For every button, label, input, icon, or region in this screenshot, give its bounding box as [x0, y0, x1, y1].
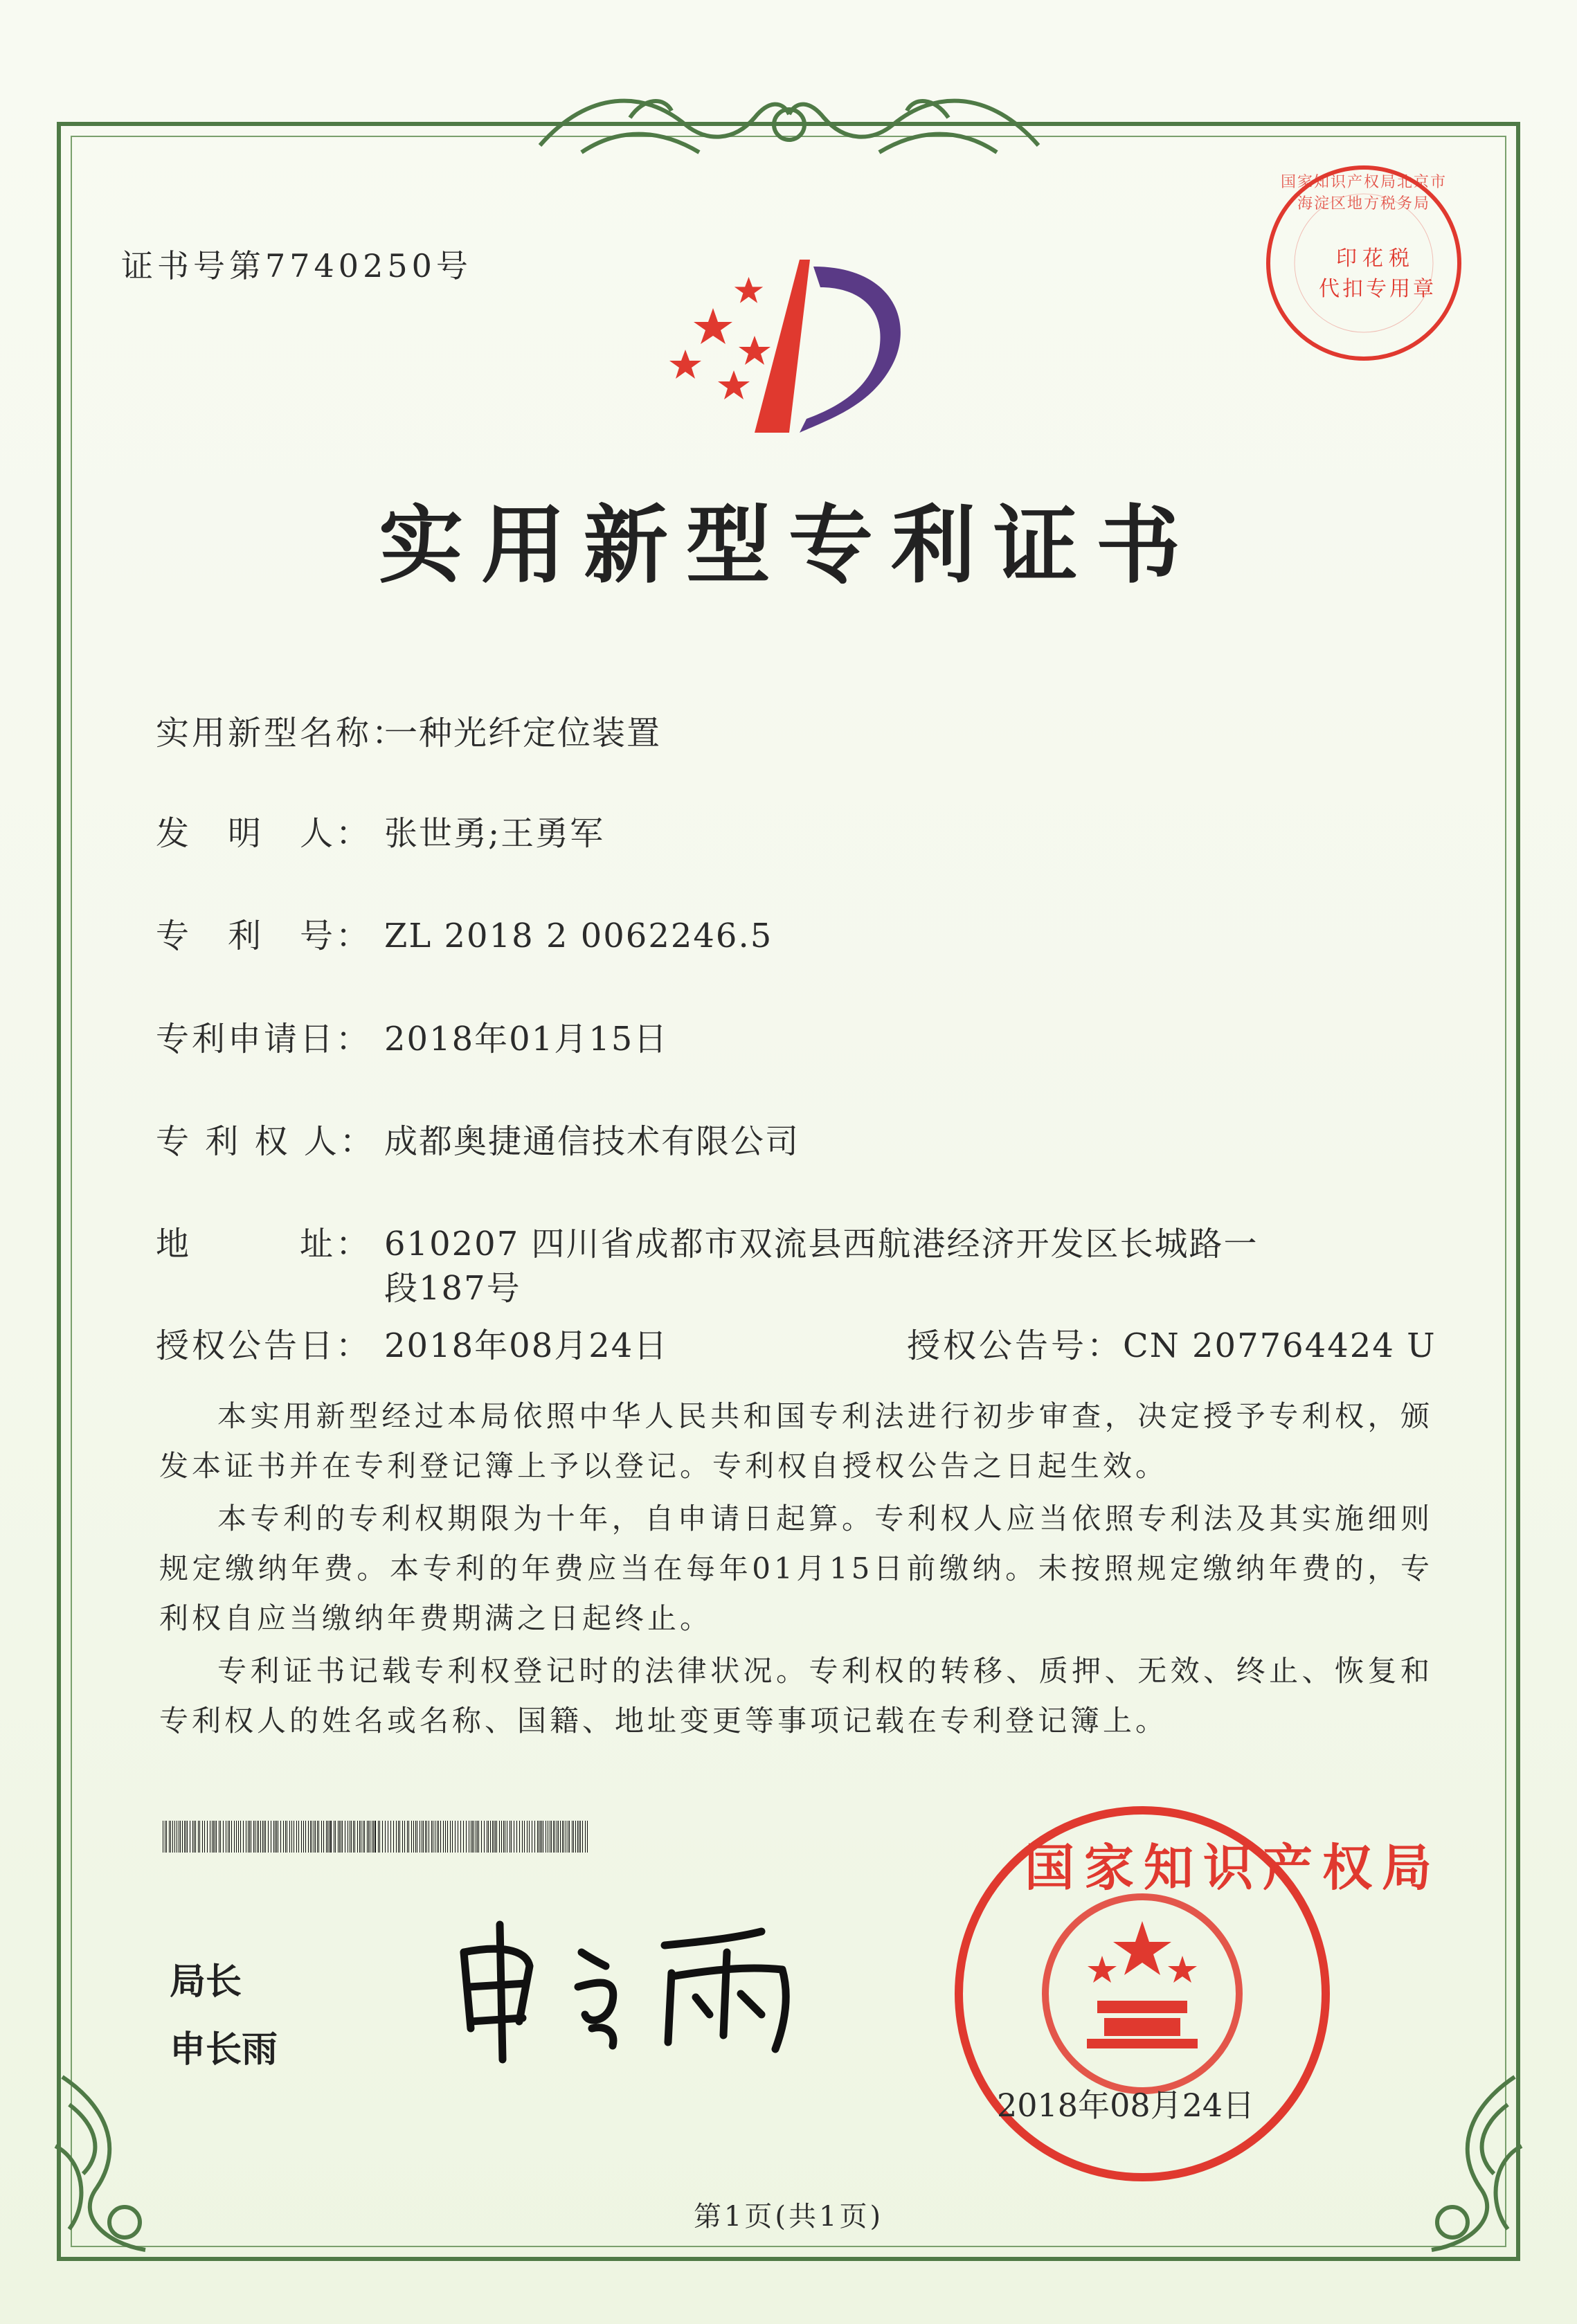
- barcode-bar: [305, 1821, 306, 1853]
- barcode-bar: [516, 1821, 517, 1853]
- barcode-bar: [342, 1821, 343, 1853]
- barcode-bar: [404, 1821, 405, 1853]
- barcode-bar: [317, 1821, 318, 1853]
- barcode-bar: [240, 1821, 241, 1853]
- barcode-bar: [572, 1821, 573, 1853]
- barcode-bar: [174, 1821, 175, 1853]
- barcode-bar: [253, 1821, 254, 1853]
- barcode-bar: [169, 1821, 170, 1853]
- field-grant-number: [907, 1319, 1436, 1367]
- barcode-bar: [450, 1821, 451, 1853]
- barcode-bar: [527, 1821, 528, 1853]
- barcode-bar: [229, 1821, 230, 1853]
- barcode-bar: [204, 1821, 205, 1853]
- paragraph-3: 专利证书记载专利权登记时的法律状况。专利权的转移、质押、无效、终止、恢复和专利权人的姓名或名称、国籍、地址变更等事项记载在专利登记簿上。: [159, 1654, 1433, 1738]
- barcode-bar: [477, 1821, 478, 1853]
- label-patent-number: 专 利 号：: [156, 917, 372, 955]
- certificate-title: 实用新型专利证书: [379, 495, 1198, 595]
- barcode-bar: [326, 1821, 327, 1853]
- barcode-bar: [262, 1821, 263, 1853]
- barcode-bar: [323, 1821, 324, 1853]
- barcode-bar: [580, 1821, 581, 1853]
- barcode-bar: [257, 1821, 258, 1853]
- cnipa-logo-icon: [665, 246, 921, 447]
- barcode-bar: [199, 1821, 200, 1853]
- barcode-bar: [452, 1821, 453, 1853]
- barcode-bar: [423, 1821, 424, 1853]
- barcode-bar: [166, 1821, 167, 1853]
- page-footer: 第1页(共1页): [693, 2201, 884, 2233]
- barcode-bar: [354, 1821, 355, 1853]
- barcode-bar: [359, 1821, 360, 1853]
- label-inventor: 发 明 人：: [156, 814, 372, 853]
- field-inventor: [156, 807, 604, 854]
- bottom-left-ornament-icon: [42, 2063, 180, 2271]
- barcode-bar: [540, 1821, 541, 1853]
- barcode-bar: [408, 1821, 409, 1853]
- barcode-bar: [488, 1821, 489, 1853]
- barcode-bar: [501, 1821, 502, 1853]
- barcode-bar: [296, 1821, 297, 1853]
- barcode-bar: [364, 1821, 365, 1853]
- barcode-bar: [426, 1821, 427, 1853]
- barcode-bar: [234, 1821, 235, 1853]
- barcode-bar: [375, 1821, 376, 1853]
- barcode-bar: [519, 1821, 520, 1853]
- barcode-bar: [194, 1821, 195, 1853]
- value-patent-number: ZL 2018 2 0062246.5: [384, 917, 773, 955]
- barcode-bar: [258, 1821, 259, 1853]
- barcode-bar: [415, 1821, 416, 1853]
- barcode-bar: [275, 1821, 276, 1853]
- signature-icon: [436, 1911, 824, 2070]
- barcode-bar: [551, 1821, 552, 1853]
- barcode-bar: [182, 1821, 183, 1853]
- barcode-bar: [357, 1821, 358, 1853]
- barcode-bar: [558, 1821, 559, 1853]
- barcode-bar: [172, 1821, 173, 1853]
- value-grant-number: CN 207764424 U: [1123, 1326, 1436, 1365]
- barcode-bar: [298, 1821, 299, 1853]
- barcode-bar: [308, 1821, 309, 1853]
- barcode-bar: [492, 1821, 493, 1853]
- barcode-bar: [318, 1821, 319, 1853]
- barcode-bar: [289, 1821, 290, 1853]
- barcode-bar: [455, 1821, 456, 1853]
- barcode-bar: [339, 1821, 340, 1853]
- paragraph-1: 本实用新型经过本局依照中华人民共和国专利法进行初步审查，决定授予专利权，颁发本证书并在专利登记簿上予以登记。专利权自授权公告之日起生效。: [159, 1399, 1433, 1483]
- barcode-bar: [522, 1821, 523, 1853]
- barcode-bar: [353, 1821, 354, 1853]
- barcode-bar: [393, 1821, 394, 1853]
- barcode-bar: [249, 1821, 250, 1853]
- barcode-bar: [478, 1821, 479, 1853]
- barcode-bar: [379, 1821, 380, 1853]
- barcode-bar: [411, 1821, 412, 1853]
- barcode-bar: [541, 1821, 542, 1853]
- barcode-bar: [338, 1821, 339, 1853]
- barcode-bar: [490, 1821, 491, 1853]
- barcode-bar: [582, 1821, 583, 1853]
- barcode-bar: [385, 1821, 386, 1853]
- barcode-bar: [511, 1821, 512, 1853]
- barcode-bar: [327, 1821, 328, 1853]
- barcode-bar: [212, 1821, 213, 1853]
- barcode-bar: [283, 1821, 284, 1853]
- field-application-date: [156, 1012, 668, 1060]
- barcode-bar: [315, 1821, 316, 1853]
- barcode-bar: [195, 1821, 196, 1853]
- tax-seal-ring-text: 国家知识产权局北京市海淀区地方税务局: [1281, 174, 1448, 213]
- barcode-bar: [285, 1821, 286, 1853]
- barcode-bar: [396, 1821, 397, 1853]
- seal-date: 2018年08月24日: [997, 2087, 1255, 2124]
- barcode-bar: [503, 1821, 504, 1853]
- barcode-bar: [463, 1821, 464, 1853]
- label-grant-number: 授权公告号：: [907, 1326, 1124, 1365]
- barcode-bar: [460, 1821, 461, 1853]
- barcode-bar: [184, 1821, 185, 1853]
- barcode-bar: [192, 1821, 193, 1853]
- barcode-bar: [265, 1821, 266, 1853]
- barcode-bar: [573, 1821, 574, 1853]
- barcode-bar: [236, 1821, 237, 1853]
- barcode-bar: [440, 1821, 441, 1853]
- barcode-bar: [373, 1821, 374, 1853]
- barcode-bar: [202, 1821, 203, 1853]
- barcode-bar: [481, 1821, 482, 1853]
- barcode-bar: [587, 1821, 588, 1853]
- value-patent-holder: 成都奥捷通信技术有限公司: [384, 1122, 800, 1161]
- top-ornament-icon: [526, 76, 1052, 166]
- barcode-bar: [425, 1821, 426, 1853]
- barcode-bar: [335, 1821, 336, 1853]
- barcode-bar: [268, 1821, 269, 1853]
- barcode-bar: [216, 1821, 217, 1853]
- field-patent-holder: [156, 1115, 800, 1162]
- field-utility-model-name: [156, 706, 661, 754]
- value-inventor: 张世勇;王勇军: [384, 814, 605, 853]
- value-address-line2: 段187号: [384, 1269, 521, 1308]
- barcode-bar: [223, 1821, 224, 1853]
- barcode-bar: [445, 1821, 446, 1853]
- barcode-bar: [321, 1821, 322, 1853]
- label-patent-holder: 专 利 权 人：: [156, 1122, 376, 1161]
- barcode-bar: [301, 1821, 302, 1853]
- barcode-bar: [553, 1821, 554, 1853]
- barcode-bar: [560, 1821, 561, 1853]
- barcode-bar: [577, 1821, 578, 1853]
- barcode-bar: [351, 1821, 352, 1853]
- bottom-right-ornament-icon: [1397, 2063, 1535, 2271]
- barcode-bar: [390, 1821, 391, 1853]
- barcode-bar: [562, 1821, 563, 1853]
- barcode-bar: [273, 1821, 274, 1853]
- barcode-bar: [198, 1821, 199, 1853]
- barcode-bar: [431, 1821, 432, 1853]
- label-address: 地 址：: [156, 1225, 372, 1263]
- barcode-bar: [585, 1821, 586, 1853]
- barcode-bar: [330, 1821, 332, 1853]
- cnipa-seal-ring-text: 国家知识产权局: [1025, 1839, 1442, 1897]
- barcode-bar: [437, 1821, 438, 1853]
- label-application-date: 专利申请日：: [156, 1020, 372, 1059]
- barcode-bar: [447, 1821, 448, 1853]
- barcode-bar: [537, 1821, 538, 1853]
- barcode-bar: [187, 1821, 188, 1853]
- barcode-bar: [220, 1821, 221, 1853]
- paragraph-2: 本专利的专利权期限为十年，自申请日起算。专利权人应当依照专利法及其实施细则规定缴纳年费。本专利的年费应当在每年01月15日前缴纳。未按照规定缴纳年费的，专利权自应当缴纳年费期满之日起终止。: [159, 1502, 1433, 1635]
- barcode-bar: [484, 1821, 485, 1853]
- barcode-bar: [413, 1821, 414, 1853]
- tax-seal-center-line1: 印花税: [1336, 246, 1415, 271]
- barcode-bar: [495, 1821, 496, 1853]
- director-title: 局长: [170, 1961, 242, 2003]
- certificate-number: 证书号第7740250号: [121, 247, 472, 285]
- barcode-bar: [575, 1821, 576, 1853]
- barcode-bar: [499, 1821, 500, 1853]
- value-utility-model-name: 一种光纤定位装置: [384, 714, 662, 753]
- barcode-bar: [238, 1821, 239, 1853]
- field-grant-date: [156, 1319, 668, 1367]
- barcode-bar: [276, 1821, 277, 1853]
- barcode-bar: [398, 1821, 399, 1853]
- barcode-bar: [248, 1821, 249, 1853]
- barcode-bar: [207, 1821, 208, 1853]
- tax-seal-center-line2: 代扣专用章: [1319, 277, 1436, 301]
- barcode-bar: [367, 1821, 368, 1853]
- barcode-bar: [378, 1821, 379, 1853]
- label-utility-model-name: 实用新型名称：: [156, 714, 408, 753]
- barcode-bar: [382, 1821, 383, 1853]
- value-address-line1: 610207 四川省成都市双流县西航港经济开发区长城路一: [384, 1225, 1259, 1263]
- director-name: 申长雨: [170, 2029, 278, 2071]
- barcode-bar: [496, 1821, 497, 1853]
- barcode-bar: [170, 1821, 171, 1853]
- barcode-bar: [472, 1821, 473, 1853]
- field-address: [156, 1217, 1259, 1265]
- barcode-bar: [524, 1821, 525, 1853]
- value-application-date: 2018年01月15日: [384, 1020, 669, 1059]
- barcode-bar: [466, 1821, 467, 1853]
- barcode-bar: [407, 1821, 408, 1853]
- barcode-bar: [260, 1821, 261, 1853]
- barcode-bar: [329, 1821, 330, 1853]
- barcode-bar: [180, 1821, 181, 1853]
- field-patent-number: [156, 909, 773, 957]
- value-grant-date: 2018年08月24日: [384, 1326, 669, 1365]
- barcode-bar: [303, 1821, 304, 1853]
- barcode-bar: [310, 1821, 311, 1853]
- barcode-bar: [438, 1821, 439, 1853]
- barcode-bar: [291, 1821, 292, 1853]
- barcode-icon: [163, 1821, 592, 1853]
- barcode-bar: [213, 1821, 214, 1853]
- barcode-bar: [399, 1821, 400, 1853]
- barcode-bar: [231, 1821, 232, 1853]
- barcode-bar: [569, 1821, 570, 1853]
- barcode-bar: [402, 1821, 403, 1853]
- barcode-bar: [534, 1821, 535, 1853]
- label-grant-date: 授权公告日：: [156, 1326, 372, 1365]
- barcode-bar: [243, 1821, 244, 1853]
- barcode-bar: [280, 1821, 281, 1853]
- barcode-bar: [443, 1821, 444, 1853]
- barcode-bar: [529, 1821, 530, 1853]
- barcode-bar: [368, 1821, 369, 1853]
